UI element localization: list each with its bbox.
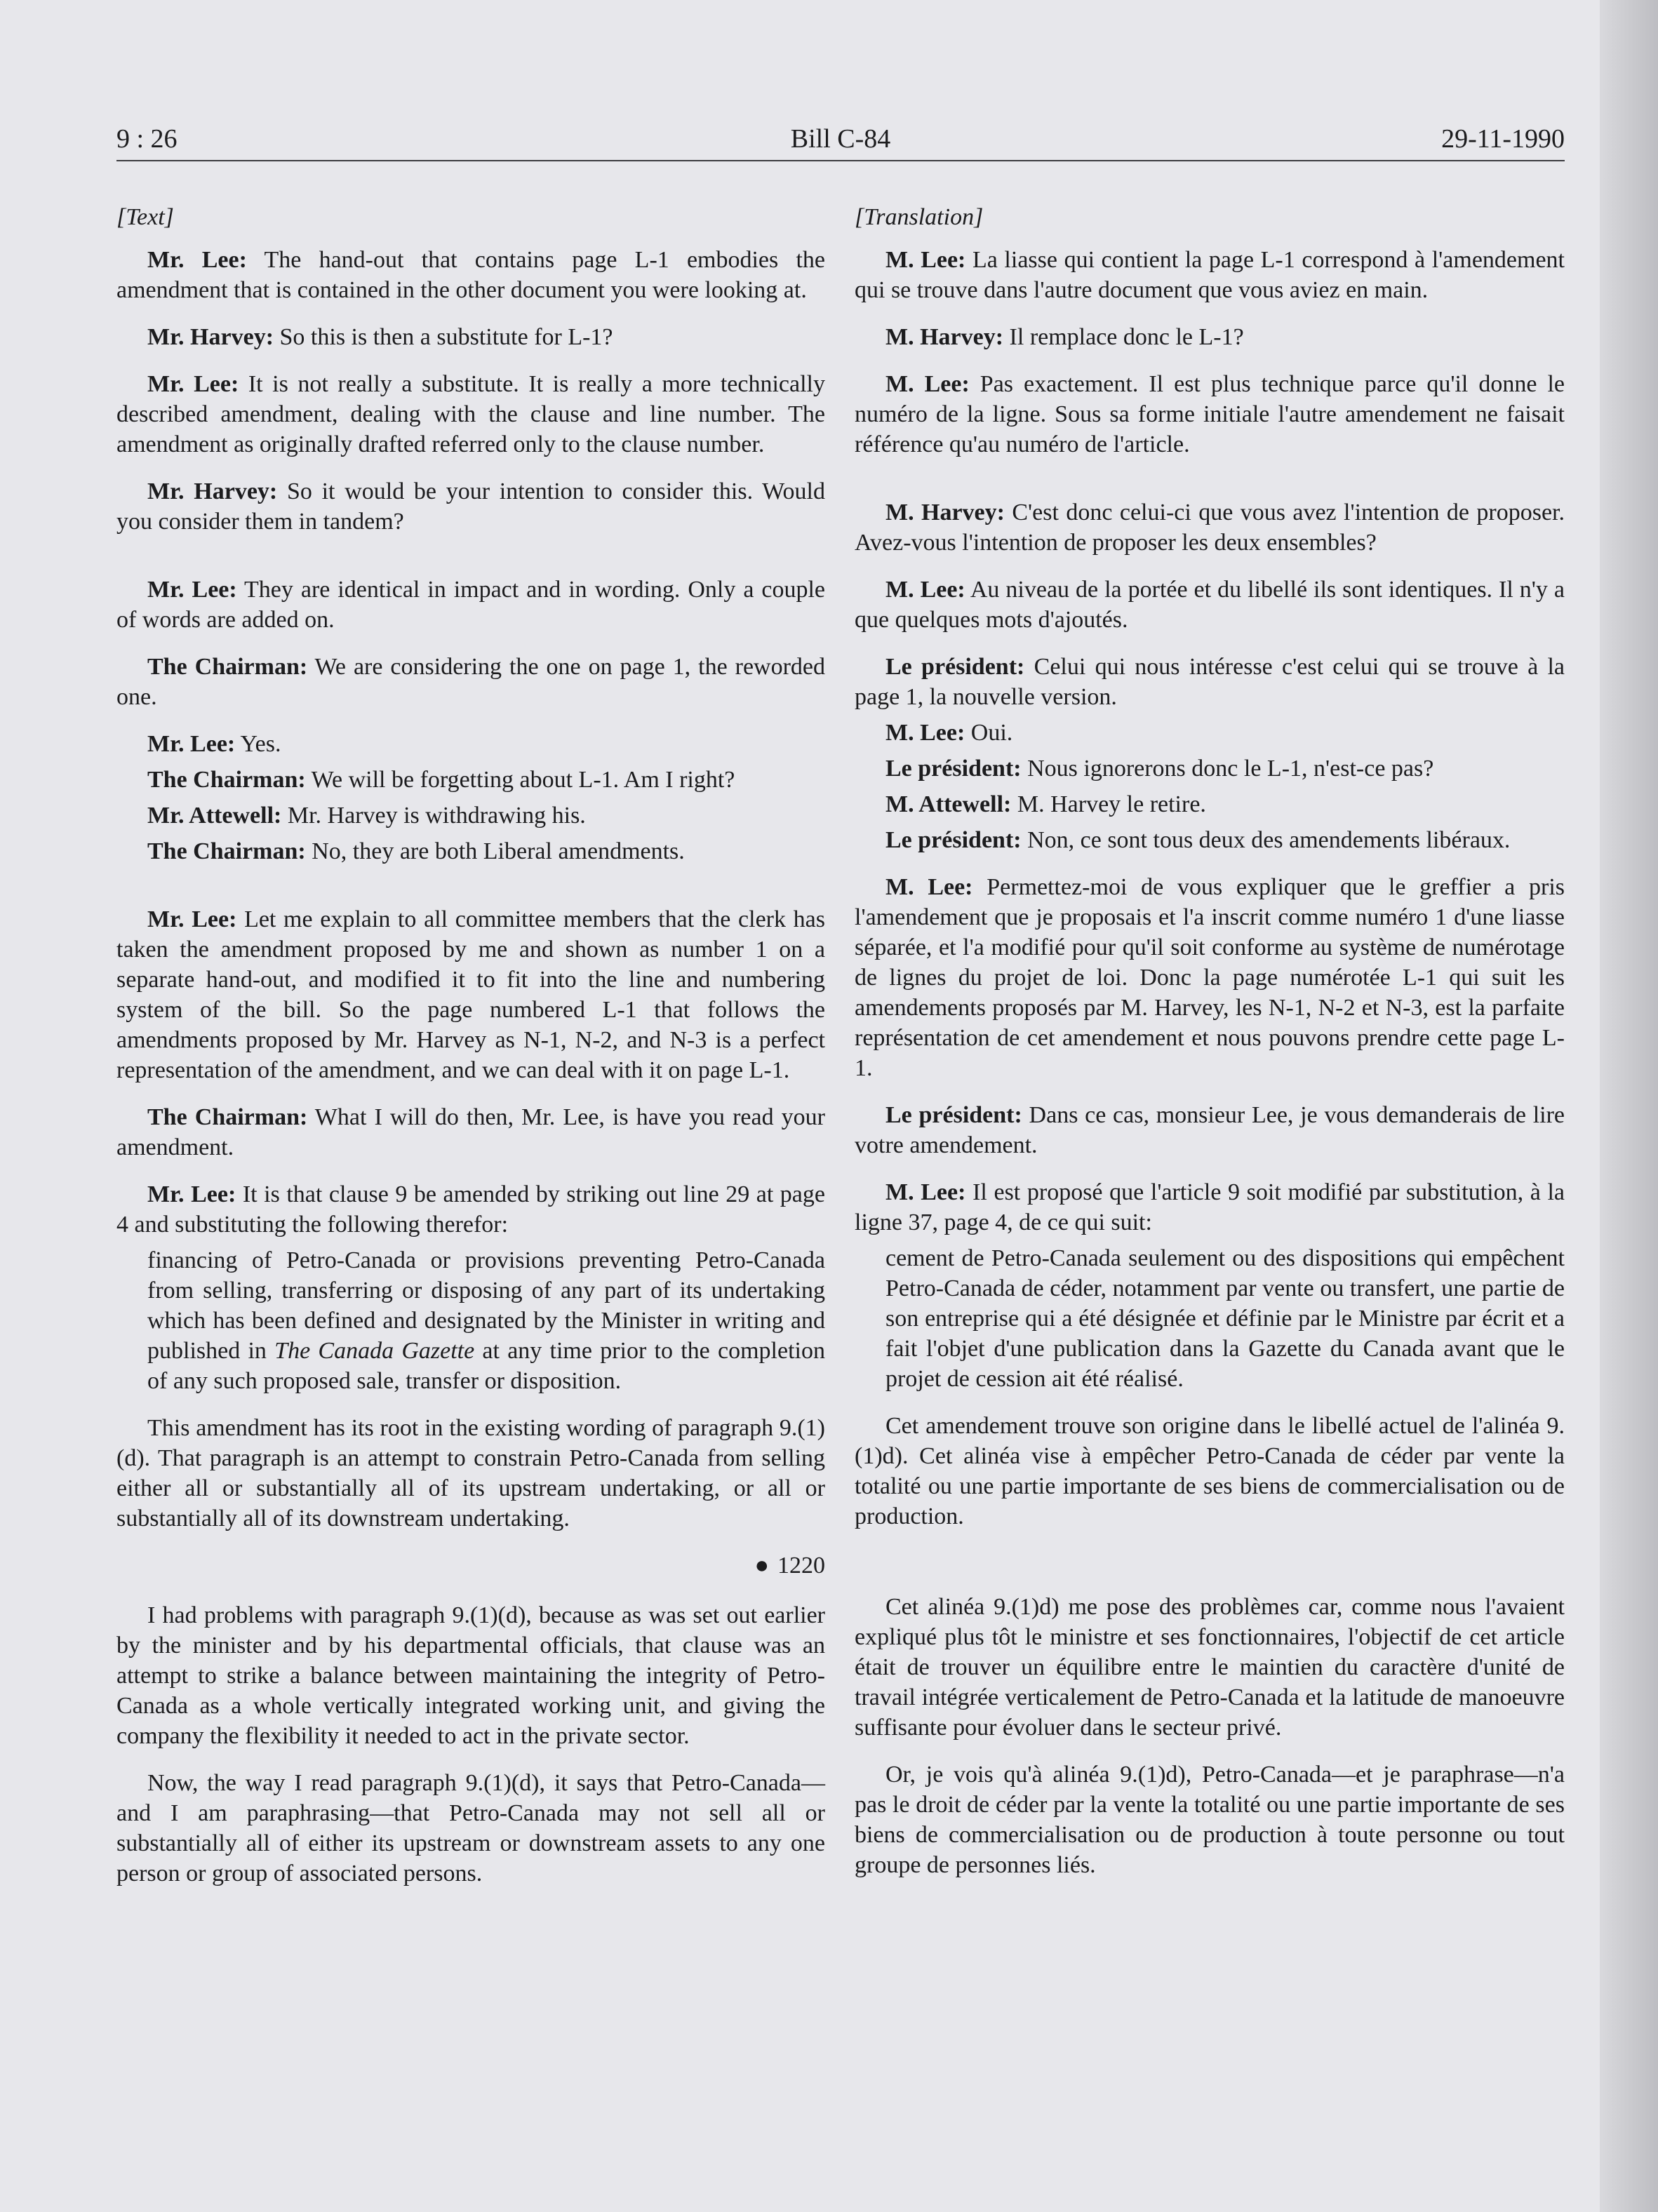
amendment-quote: cement de Petro-Canada seulement ou des dispositions qui empêchent Petro-Canada de céder, notamment par vente ou transfert, une partie de son entreprise qui a été désignée et définie par le Ministre par écrit et a fait l'objet d'une publication dans la Gazette du Canada avant que le projet de cession ait été réalisé.: [885, 1245, 1565, 1392]
remark: Oui.: [965, 720, 1013, 746]
remark: We will be forgetting about L-1. Am I right?: [305, 767, 735, 793]
exchange-paragraph: [116, 729, 825, 759]
exchange-paragraph: [116, 575, 825, 635]
exchange-paragraph: [116, 836, 825, 866]
exchange-paragraph: [116, 652, 825, 712]
french-column: [855, 202, 1565, 1897]
speaker: Le président:: [885, 654, 1025, 680]
exchange-paragraph: [855, 718, 1565, 748]
exchange-paragraph: [855, 497, 1565, 558]
speaker: M. Lee:: [885, 247, 966, 273]
speaker: Le président:: [885, 1102, 1022, 1128]
speech-paragraph: Or, je vois qu'à alinéa 9.(1)d), Petro-Canada—et je paraphrase—n'a pas le droit de céder par la vente la totalité ou une partie importante de ses biens de commercialisation ou de production à toute personne ou tout groupe de personnes liés.: [855, 1762, 1565, 1878]
sitting-date: 29-11-1990: [1441, 124, 1565, 154]
exchange-paragraph: [855, 789, 1565, 819]
speaker: The Chairman:: [147, 767, 306, 793]
remark: Il est proposé que l'article 9 soit modifié par substitution, à la ligne 37, page 4, de ce qui suit:: [855, 1179, 1565, 1235]
exchange-paragraph: [855, 872, 1565, 1083]
exchange-paragraph: [116, 1179, 825, 1240]
speech-paragraph: Now, the way I read paragraph 9.(1)(d), it says that Petro-Canada—and I am paraphrasing—that Petro-Canada may not sell all or substantially all of either its upstream or downstream assets to any one person or group of associated persons.: [116, 1770, 825, 1886]
speaker: Mr. Lee:: [147, 577, 237, 603]
speaker: M. Harvey:: [885, 324, 1004, 350]
remark: What I will do then, Mr. Lee, is have you read your amendment.: [116, 1104, 825, 1160]
remark: So it would be your intention to consider this. Would you consider them in tandem?: [116, 478, 825, 535]
bill-title: Bill C-84: [790, 124, 891, 154]
remark: Dans ce cas, monsieur Lee, je vous demanderais de lire votre amendement.: [855, 1102, 1565, 1158]
exchange-paragraph: [116, 245, 825, 305]
speaker: The Chairman:: [147, 1104, 308, 1130]
speaker: M. Lee:: [885, 720, 965, 746]
bullet-icon: ●: [754, 1553, 769, 1578]
speech-paragraph: Cet amendement trouve son origine dans le libellé actuel de l'alinéa 9.(1)d). Cet alinéa vise à empêcher Petro-Canada de céder par vente la totalité ou une partie importante de ses biens de commercialisation ou de production.: [855, 1413, 1565, 1529]
exchange-paragraph: [855, 753, 1565, 784]
remark: It is not really a substitute. It is really a more technically described amendment, dealing with the clause and line number. The amendment as originally drafted referred only to the clause number.: [116, 371, 825, 457]
exchange-paragraph: [116, 369, 825, 460]
remark: We are considering the one on page 1, the reworded one.: [116, 654, 826, 710]
remark: Au niveau de la portée et du libellé ils sont identiques. Il n'y a que quelques mots d'ajoutés.: [855, 577, 1565, 633]
exchange-paragraph: [116, 800, 825, 831]
remark: Permettez-moi de vous expliquer que le greffier a pris l'amendement que je proposais et l'a inscrit comme numéro 1 d'une liasse séparée, et l'a modifié pour qu'il soit conforme au système de numérotage de lignes du projet de loi. Donc la page numérotée L-1 qui suit les amendements proposés par M. Harvey, les N-1, N-2 et N-3, est la parfaite représentation de cet amendement et nous pouvons prendre cette page L-1.: [855, 874, 1565, 1081]
page-header: [116, 121, 1565, 161]
remark: Yes.: [235, 731, 281, 757]
speaker: Mr. Harvey:: [147, 324, 274, 350]
speaker: M. Attewell:: [885, 791, 1012, 817]
text-label: [Text]: [116, 204, 174, 230]
speaker: Mr. Harvey:: [147, 478, 278, 504]
speaker: Le président:: [885, 827, 1022, 853]
page-edge: [1600, 0, 1658, 2212]
remark: C'est donc celui-ci que vous avez l'intention de proposer. Avez-vous l'intention de proposer les deux ensembles?: [855, 500, 1565, 556]
remark: So this is then a substitute for L-1?: [274, 324, 613, 350]
speaker: Mr. Attewell:: [147, 803, 282, 829]
exchange-paragraph: [855, 825, 1565, 855]
exchange-paragraph: [855, 1100, 1565, 1160]
amendment-quote: financing of Petro-Canada or provisions preventing Petro-Canada from selling, transferring or disposing of any part of its undertaking which has been defined and designated by the Minister in writing and published in The Canada Gazette at any time prior to the completion of any such proposed sale, transfer or disposition.: [147, 1247, 825, 1394]
exchange-paragraph: [116, 476, 825, 537]
speaker: Mr. Lee:: [147, 247, 247, 273]
speaker: The Chairman:: [147, 838, 306, 864]
remark: Il remplace donc le L-1?: [1003, 324, 1244, 350]
speaker: M. Lee:: [885, 577, 965, 603]
exchange-paragraph: [116, 765, 825, 795]
remark: Non, ce sont tous deux des amendements libéraux.: [1021, 827, 1511, 853]
speech-paragraph: I had problems with paragraph 9.(1)(d), because as was set out earlier by the minister and by his departmental officials, that clause was an attempt to strike a balance between maintaining the integrity of Petro-Canada as a whole vertically integrated working unit, and giving the company the flexibility it needed to act in the private sector.: [116, 1602, 825, 1749]
remark: The hand-out that contains page L-1 embodies the amendment that is contained in the other document you were looking at.: [116, 247, 825, 303]
speaker: M. Lee:: [885, 874, 973, 900]
exchange-paragraph: [116, 322, 825, 352]
exchange-paragraph: [855, 322, 1565, 352]
exchange-paragraph: [855, 245, 1565, 305]
remark: La liasse qui contient la page L-1 correspond à l'amendement qui se trouve dans l'autre document que vous aviez en main.: [855, 247, 1565, 303]
speaker: Mr. Lee:: [147, 731, 236, 757]
speaker: M. Harvey:: [885, 500, 1005, 525]
remark: Let me explain to all committee members that the clerk has taken the amendment proposed by me and shown as number 1 on a separate hand-out, and modified it to fit into the line and numbering system of the bill. So the page numbered L-1 that follows the amendments proposed by Mr. Harvey as N-1, N-2, and N-3 is a perfect representation of the amendment, and we can deal with it on page L-1.: [116, 906, 825, 1083]
translation-label: [Translation]: [855, 204, 984, 230]
gazette-title: The Canada Gazette: [274, 1338, 475, 1364]
exchange-paragraph: [116, 904, 825, 1085]
exchange-paragraph: [855, 369, 1565, 460]
remark: It is that clause 9 be amended by striking out line 29 at page 4 and substituting the following therefor:: [116, 1181, 825, 1238]
remark: No, they are both Liberal amendments.: [305, 838, 685, 864]
remark: Celui qui nous intéresse c'est celui qui se trouve à la page 1, la nouvelle version.: [855, 654, 1565, 710]
page-number: 9 : 26: [116, 124, 178, 154]
speaker: M. Lee:: [885, 1179, 966, 1205]
speech-paragraph: Cet alinéa 9.(1)d) me pose des problèmes car, comme nous l'avaient expliqué plus tôt le ministre et ses fonctionnaires, l'objectif de cet article était de trouver un équilibre entre le maintien du caractère d'unité de travail intégrée verticalement de Petro-Canada et la latitude de manoeuvre suffisante pour évoluer dans le secteur privé.: [855, 1594, 1565, 1741]
exchange-paragraph: [855, 652, 1565, 712]
exchange-paragraph: [855, 575, 1565, 635]
time-marker: [116, 1550, 825, 1581]
remark: They are identical in impact and in wording. Only a couple of words are added on.: [116, 577, 825, 633]
speaker: Le président:: [885, 756, 1022, 782]
remark: Mr. Harvey is withdrawing his.: [281, 803, 586, 829]
speech-paragraph: This amendment has its root in the existing wording of paragraph 9.(1)(d). That paragraph is an attempt to constrain Petro-Canada from selling either all or substantially all of its upstream undertaking, or all or substantially all of its downstream undertaking.: [116, 1415, 825, 1531]
english-column: [116, 202, 825, 1905]
time-marker-value: 1220: [777, 1553, 825, 1578]
exchange-paragraph: [116, 1102, 825, 1162]
speaker: Mr. Lee:: [147, 906, 237, 932]
remark: M. Harvey le retire.: [1011, 791, 1206, 817]
remark: Nous ignorerons donc le L-1, n'est-ce pas?: [1021, 756, 1434, 782]
speaker: M. Lee:: [885, 371, 970, 397]
speaker: Mr. Lee:: [147, 371, 239, 397]
exchange-paragraph: [855, 1177, 1565, 1238]
speaker: Mr. Lee:: [147, 1181, 236, 1207]
speaker: The Chairman:: [147, 654, 308, 680]
remark: Pas exactement. Il est plus technique parce qu'il donne le numéro de la ligne. Sous sa forme initiale l'autre amendement ne faisait référence qu'au numéro de l'article.: [855, 371, 1565, 457]
